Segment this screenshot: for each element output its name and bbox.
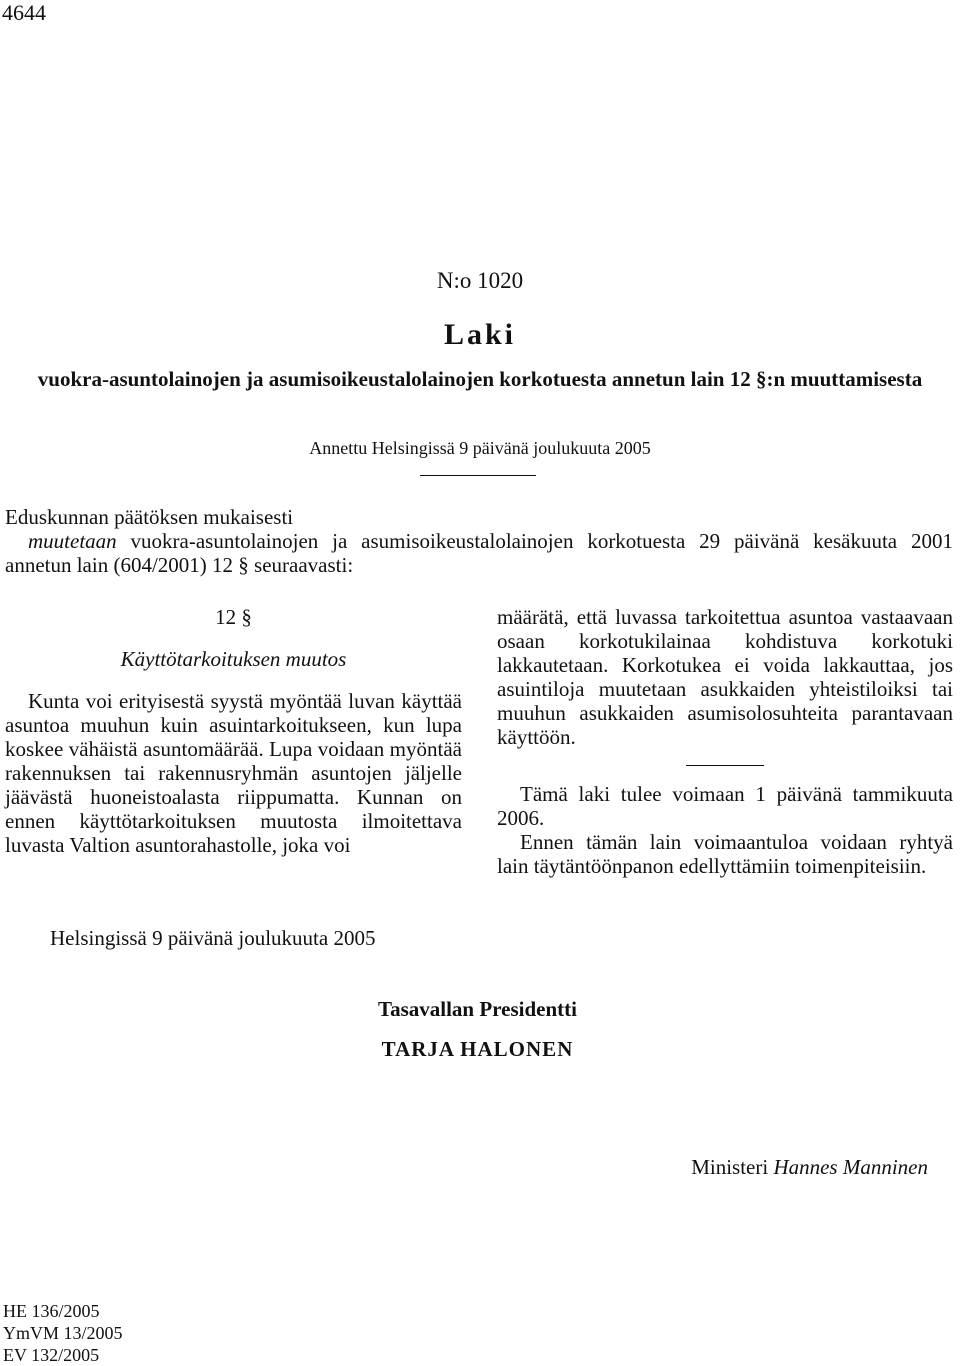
reference-item: YmVM 13/2005: [3, 1323, 123, 1343]
section-continuation: määrätä, että luvassa tarkoitettua asuntoa vastaavaan osaan korkotukilainaa kohdistuva korkotuki lakkautetaan. Korkotukea ei voida lakkauttaa, jos asuintiloja muutetaan asukkaiden yhteistiloiksi tai muuhun asukkaiden asumisolosuhteita parantavaan käyttöön.: [497, 605, 953, 749]
left-column: [5, 605, 462, 857]
implementation-text: Ennen tämän lain voimaantuloa voidaan ryhtyä lain täytäntöönpanon edellyttämiin toimenpiteisiin.: [497, 830, 953, 878]
preamble-verb: muutetaan: [28, 529, 117, 553]
section-number: 12 §: [215, 605, 252, 629]
right-column: [497, 605, 953, 878]
section-heading: Käyttötarkoituksen muutos: [120, 647, 347, 671]
preamble: [5, 505, 953, 577]
minister-name: Hannes Manninen: [773, 1155, 928, 1179]
reference-item: HE 136/2005: [3, 1301, 100, 1321]
preamble-text: [5, 529, 953, 577]
divider-rule: [686, 765, 764, 766]
law-title: vuokra-asuntolainojen ja asumisoikeustalolainojen korkotuesta annetun lain 12 §:n muuttamisesta: [37, 367, 923, 391]
law-heading: Laki: [443, 318, 517, 351]
president-name: TARJA HALONEN: [381, 1037, 574, 1061]
entry-into-force-text: Tämä laki tulee voimaan 1 päivänä tammikuuta 2006.: [497, 782, 953, 830]
references: [3, 1300, 123, 1366]
reference-item: EV 132/2005: [3, 1345, 100, 1365]
page-number: 4644: [2, 0, 46, 25]
given-date: Annettu Helsingissä 9 päivänä joulukuuta 2005: [309, 438, 651, 458]
preamble-line: Eduskunnan päätöksen mukaisesti: [5, 505, 294, 529]
divider-rule: [420, 475, 536, 476]
minister-signature: [691, 1154, 928, 1180]
preamble-rest: vuokra-asuntolainojen ja asumisoikeustalolainojen korkotuesta 29 päivänä kesäkuuta 2001 annetun lain (604/2001) 12 § seuraavasti:: [5, 529, 953, 577]
minister-title: Ministeri: [691, 1155, 769, 1179]
law-number: N:o 1020: [436, 268, 524, 293]
president-title: Tasavallan Presidentti: [378, 997, 577, 1021]
signing-place-date: Helsingissä 9 päivänä joulukuuta 2005: [50, 926, 376, 950]
section-body: Kunta voi erityisestä syystä myöntää luvan käyttää asuntoa muuhun kuin asuintarkoitukseen, kun lupa koskee vähäistä asuntomäärää. Lupa voidaan myöntää rakennuksen tai rakennusryhmän asuntojen jäljelle jäävästä huoneistoalasta riippumatta. Kunnan on ennen käyttötarkoituksen muutosta ilmoitettava luvasta Valtion asuntorahastolle, joka voi: [5, 689, 462, 857]
